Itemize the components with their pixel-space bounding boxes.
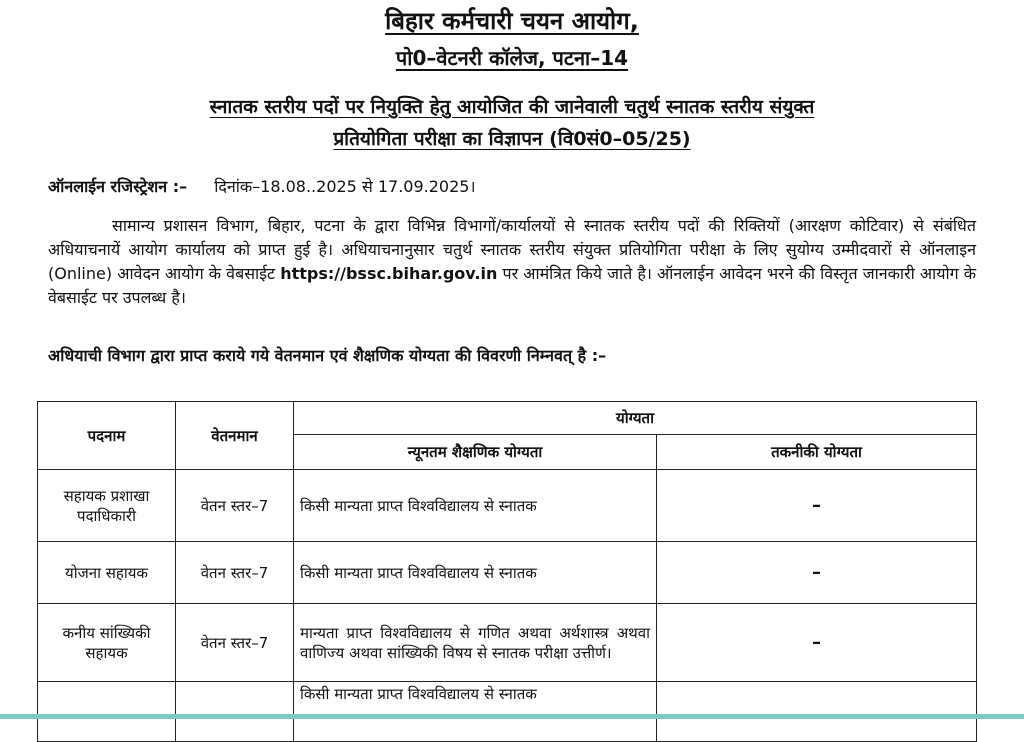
cell-post: योजना सहायक	[38, 542, 176, 604]
cell-tech	[657, 682, 977, 742]
header-technical: तकनीकी योग्यता	[657, 435, 977, 470]
table-row	[38, 682, 977, 742]
registration-dates: दिनांक–18.08..2025 से 17.09.2025।	[214, 177, 476, 196]
cell-post	[38, 682, 176, 742]
commission-address: पो0–वेटनरी कॉलेज, पटना–14	[395, 46, 629, 70]
paragraph-text-2: पर आमंत्रित किये जाते है। ऑनलाईन आवेदन भरने की विस्तृत जानकारी आयोग के वेबसाईट पर उपलब्ध है।	[48, 264, 977, 307]
commission-title: बिहार कर्मचारी चयन आयोग,	[385, 7, 639, 35]
cell-edu: किसी मान्यता प्राप्त विश्वविद्यालय से स्नातक	[294, 470, 657, 542]
qualification-table	[37, 401, 977, 742]
cell-tech: –	[657, 470, 977, 542]
cell-pay: वेतन स्तर–7	[176, 470, 294, 542]
header-min-edu: न्यूनतम शैक्षणिक योग्यता	[294, 435, 657, 470]
advertisement-paragraph	[48, 214, 976, 310]
registration-line	[48, 175, 476, 197]
cell-pay	[176, 682, 294, 742]
cell-tech: –	[657, 604, 977, 682]
cell-edu: किसी मान्यता प्राप्त विश्वविद्यालय से स्नातक	[294, 542, 657, 604]
cell-pay: वेतन स्तर–7	[176, 542, 294, 604]
details-heading: अधियाची विभाग द्वारा प्राप्त कराये गये वेतनमान एवं शैक्षणिक योग्यता की विवरणी निम्नवत् है :–	[48, 346, 607, 365]
header-pay: वेतनमान	[176, 402, 294, 470]
cell-edu: मान्यता प्राप्त विश्वविद्यालय से गणित अथवा अर्थशास्त्र अथवा वाणिज्य अथवा सांख्यिकी विषय से स्नातक परीक्षा उत्तीर्ण।	[294, 604, 657, 682]
website-link[interactable]: https://bssc.bihar.gov.in	[280, 264, 498, 283]
table-row	[38, 604, 977, 682]
cell-pay: वेतन स्तर–7	[176, 604, 294, 682]
header-post: पदनाम	[38, 402, 176, 470]
table-row	[38, 542, 977, 604]
cell-edu: किसी मान्यता प्राप्त विश्वविद्यालय से स्नातक	[294, 682, 657, 742]
paragraph-text-1: सामान्य प्रशासन विभाग, बिहार, पटना के द्वारा विभिन्न विभागों/कार्यालयों से स्नातक स्तरीय पदों की रिक्तियों (आरक्षण कोटिवार) से संबंधित अधियाचनायें आयोग कार्यालय को प्राप्त हुई है। अधियाचनानुसार चतुर्थ स्नातक स्तरीय संयुक्त प्रतियोगिता परीक्षा के लिए सुयोग्य उम्मीदवारों से ऑनलाइन (Online) आवेदन आयोग के वेबसाईट	[48, 216, 976, 283]
subject-line-2: प्रतियोगिता परीक्षा का विज्ञापन (वि0सं0–05/25)	[333, 128, 691, 150]
subject-line-1: स्नातक स्तरीय पदों पर नियुक्ति हेतु आयोजित की जानेवाली चतुर्थ स्नातक स्तरीय संयुक्त	[209, 96, 815, 118]
registration-label: ऑनलाईन रजिस्ट्रेशन :–	[48, 177, 188, 196]
cell-post: कनीय सांख्यिकी सहायक	[38, 604, 176, 682]
header-qualification: योग्यता	[294, 402, 977, 435]
cell-tech: –	[657, 542, 977, 604]
bottom-edge-bar	[0, 714, 1024, 719]
table-row	[38, 470, 977, 542]
cell-post: सहायक प्रशाखा पदाधिकारी	[38, 470, 176, 542]
